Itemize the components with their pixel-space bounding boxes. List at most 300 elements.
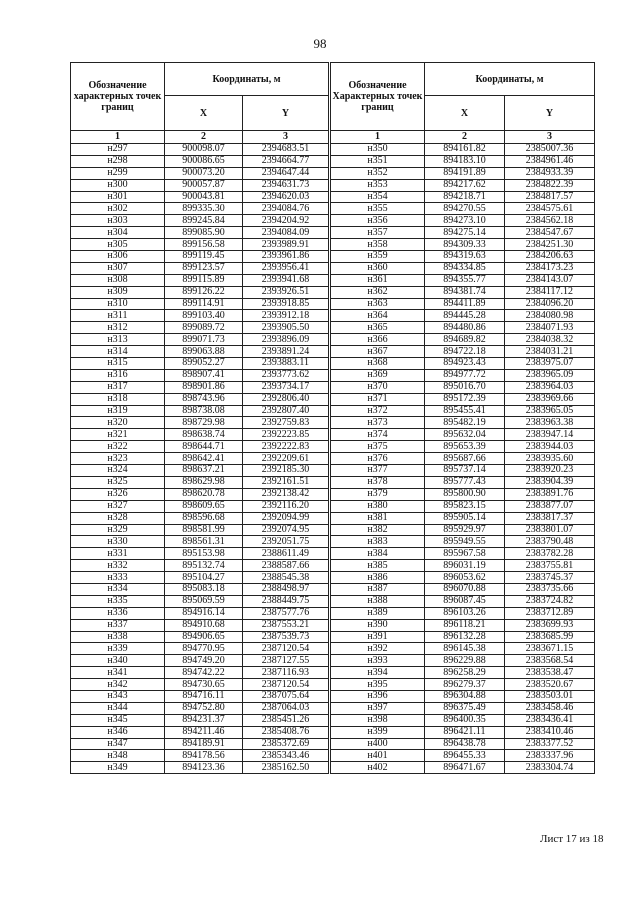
x-coordinate: 896103.26 <box>425 607 505 619</box>
table-row <box>331 476 595 488</box>
column-number: 2 <box>425 131 505 144</box>
table-row <box>331 619 595 631</box>
table-row <box>71 726 329 738</box>
y-coordinate: 2388545.38 <box>243 572 329 584</box>
table-row <box>71 381 329 393</box>
table-row <box>71 619 329 631</box>
point-id: н341 <box>71 667 165 679</box>
point-id: н332 <box>71 560 165 572</box>
y-coordinate: 2392051.75 <box>243 536 329 548</box>
x-coordinate: 898638.74 <box>165 429 243 441</box>
point-id: н397 <box>331 702 425 714</box>
point-id: н303 <box>71 215 165 227</box>
y-coordinate: 2392759.83 <box>243 417 329 429</box>
table-row <box>71 738 329 750</box>
x-coordinate: 898637.21 <box>165 465 243 477</box>
point-id: н399 <box>331 726 425 738</box>
x-coordinate: 896087.45 <box>425 595 505 607</box>
x-coordinate: 894381.74 <box>425 286 505 298</box>
point-id: н386 <box>331 572 425 584</box>
x-coordinate: 898901.86 <box>165 381 243 393</box>
table-row <box>331 631 595 643</box>
x-coordinate: 896471.67 <box>425 762 505 774</box>
y-coordinate: 2388449.75 <box>243 595 329 607</box>
point-id: н330 <box>71 536 165 548</box>
y-coordinate: 2394664.77 <box>243 155 329 167</box>
y-coordinate: 2392116.20 <box>243 500 329 512</box>
y-coordinate: 2393918.85 <box>243 298 329 310</box>
y-coordinate: 2383745.37 <box>505 572 595 584</box>
x-coordinate: 895455.41 <box>425 405 505 417</box>
y-coordinate: 2385162.50 <box>243 762 329 774</box>
y-coordinate: 2383891.76 <box>505 488 595 500</box>
x-coordinate: 895482.19 <box>425 417 505 429</box>
point-id: н300 <box>71 179 165 191</box>
table-row <box>71 346 329 358</box>
point-id: н369 <box>331 369 425 381</box>
table-body-left <box>71 144 329 774</box>
y-coordinate: 2392806.40 <box>243 393 329 405</box>
x-coordinate: 894742.22 <box>165 667 243 679</box>
point-id: н378 <box>331 476 425 488</box>
point-id: н349 <box>71 762 165 774</box>
table-row <box>71 358 329 370</box>
x-coordinate: 894916.14 <box>165 607 243 619</box>
point-id: н302 <box>71 203 165 215</box>
point-id: н370 <box>331 381 425 393</box>
x-coordinate: 894910.68 <box>165 619 243 631</box>
point-id: н353 <box>331 179 425 191</box>
x-coordinate: 894218.71 <box>425 191 505 203</box>
x-coordinate: 896229.88 <box>425 655 505 667</box>
x-coordinate: 899335.30 <box>165 203 243 215</box>
table-row <box>71 607 329 619</box>
point-id: н321 <box>71 429 165 441</box>
point-id: н314 <box>71 346 165 358</box>
x-coordinate: 895653.39 <box>425 441 505 453</box>
x-coordinate: 894722.18 <box>425 346 505 358</box>
y-coordinate: 2384071.93 <box>505 322 595 334</box>
point-id: н368 <box>331 358 425 370</box>
table-row <box>331 690 595 702</box>
y-coordinate: 2387075.64 <box>243 690 329 702</box>
x-coordinate: 895153.98 <box>165 548 243 560</box>
table-row <box>331 429 595 441</box>
y-coordinate: 2393956.41 <box>243 262 329 274</box>
x-coordinate: 894752.80 <box>165 702 243 714</box>
y-coordinate: 2394204.92 <box>243 215 329 227</box>
table-row <box>331 488 595 500</box>
x-coordinate: 899119.45 <box>165 251 243 263</box>
x-coordinate: 894191.89 <box>425 167 505 179</box>
table-row <box>71 453 329 465</box>
point-id: н350 <box>331 144 425 156</box>
y-coordinate: 2383965.09 <box>505 369 595 381</box>
point-id: н325 <box>71 476 165 488</box>
table-row <box>71 595 329 607</box>
y-coordinate: 2384562.18 <box>505 215 595 227</box>
point-id: н320 <box>71 417 165 429</box>
y-coordinate: 2393734.17 <box>243 381 329 393</box>
table-row <box>331 381 595 393</box>
x-coordinate: 899052.27 <box>165 358 243 370</box>
y-coordinate: 2388611.49 <box>243 548 329 560</box>
x-coordinate: 898738.08 <box>165 405 243 417</box>
x-coordinate: 895632.04 <box>425 429 505 441</box>
x-coordinate: 896279.37 <box>425 679 505 691</box>
y-coordinate: 2385408.76 <box>243 726 329 738</box>
table-row <box>71 750 329 762</box>
y-coordinate: 2383944.03 <box>505 441 595 453</box>
point-id: н394 <box>331 667 425 679</box>
point-id: н374 <box>331 429 425 441</box>
point-id: н306 <box>71 251 165 263</box>
table-row <box>71 155 329 167</box>
table-row <box>331 500 595 512</box>
point-id: н385 <box>331 560 425 572</box>
x-coordinate: 894689.82 <box>425 334 505 346</box>
y-coordinate: 2392807.40 <box>243 405 329 417</box>
table-row <box>331 286 595 298</box>
y-header: Y <box>505 96 595 131</box>
y-coordinate: 2384038.32 <box>505 334 595 346</box>
y-coordinate: 2387116.93 <box>243 667 329 679</box>
y-coordinate: 2387127.55 <box>243 655 329 667</box>
y-coordinate: 2392161.51 <box>243 476 329 488</box>
table-row <box>71 702 329 714</box>
x-coordinate: 898596.68 <box>165 512 243 524</box>
x-coordinate: 899156.58 <box>165 239 243 251</box>
point-id: н377 <box>331 465 425 477</box>
table-row <box>71 429 329 441</box>
x-coordinate: 894770.95 <box>165 643 243 655</box>
point-id: н305 <box>71 239 165 251</box>
point-id: н304 <box>71 227 165 239</box>
y-coordinate: 2383458.46 <box>505 702 595 714</box>
x-coordinate: 894906.65 <box>165 631 243 643</box>
column-number: 3 <box>505 131 595 144</box>
table-row <box>71 179 329 191</box>
point-id: н380 <box>331 500 425 512</box>
x-coordinate: 899089.72 <box>165 322 243 334</box>
point-id: н389 <box>331 607 425 619</box>
x-coordinate: 899103.40 <box>165 310 243 322</box>
point-id: н390 <box>331 619 425 631</box>
y-coordinate: 2393989.91 <box>243 239 329 251</box>
x-coordinate: 898729.98 <box>165 417 243 429</box>
x-coordinate: 895069.59 <box>165 595 243 607</box>
designation-header: Обозначение характерных точек границ <box>71 63 165 131</box>
x-coordinate: 895016.70 <box>425 381 505 393</box>
point-id: н379 <box>331 488 425 500</box>
point-id: н344 <box>71 702 165 714</box>
x-coordinate: 899085.90 <box>165 227 243 239</box>
x-coordinate: 900073.20 <box>165 167 243 179</box>
table-row <box>71 405 329 417</box>
y-coordinate: 2383790.48 <box>505 536 595 548</box>
point-id: н401 <box>331 750 425 762</box>
x-coordinate: 894123.36 <box>165 762 243 774</box>
y-coordinate: 2383920.23 <box>505 465 595 477</box>
table-row <box>331 465 595 477</box>
point-id: н396 <box>331 690 425 702</box>
y-coordinate: 2392185.30 <box>243 465 329 477</box>
y-coordinate: 2393883.11 <box>243 358 329 370</box>
x-coordinate: 896053.62 <box>425 572 505 584</box>
x-coordinate: 896031.19 <box>425 560 505 572</box>
table-row <box>331 215 595 227</box>
point-id: н347 <box>71 738 165 750</box>
x-coordinate: 894977.72 <box>425 369 505 381</box>
column-number: 3 <box>243 131 329 144</box>
point-id: н382 <box>331 524 425 536</box>
point-id: н400 <box>331 738 425 750</box>
y-coordinate: 2393912.18 <box>243 310 329 322</box>
table-row <box>331 203 595 215</box>
x-coordinate: 894749.20 <box>165 655 243 667</box>
table-row <box>331 358 595 370</box>
table-row <box>71 560 329 572</box>
point-id: н323 <box>71 453 165 465</box>
table-row <box>331 167 595 179</box>
table-row <box>71 286 329 298</box>
table-row <box>331 346 595 358</box>
point-id: н363 <box>331 298 425 310</box>
x-coordinate: 898609.65 <box>165 500 243 512</box>
column-number: 1 <box>71 131 165 144</box>
point-id: н333 <box>71 572 165 584</box>
y-coordinate: 2387577.76 <box>243 607 329 619</box>
sheet-footer: Лист 17 из 18 <box>540 833 604 845</box>
x-coordinate: 899063.88 <box>165 346 243 358</box>
y-coordinate: 2384206.63 <box>505 251 595 263</box>
table-row <box>331 453 595 465</box>
x-coordinate: 898581.99 <box>165 524 243 536</box>
table-row <box>71 369 329 381</box>
point-id: н357 <box>331 227 425 239</box>
x-coordinate: 899126.22 <box>165 286 243 298</box>
table-row <box>331 536 595 548</box>
y-coordinate: 2394683.51 <box>243 144 329 156</box>
table-row <box>331 227 595 239</box>
x-coordinate: 894480.86 <box>425 322 505 334</box>
point-id: н307 <box>71 262 165 274</box>
y-coordinate: 2394631.73 <box>243 179 329 191</box>
y-coordinate: 2383801.07 <box>505 524 595 536</box>
point-id: н356 <box>331 215 425 227</box>
table-row <box>71 488 329 500</box>
y-coordinate: 2394647.44 <box>243 167 329 179</box>
point-id: н322 <box>71 441 165 453</box>
table-row <box>331 298 595 310</box>
y-coordinate: 2383538.47 <box>505 667 595 679</box>
point-id: н358 <box>331 239 425 251</box>
x-coordinate: 894334.85 <box>425 262 505 274</box>
point-id: н334 <box>71 583 165 595</box>
y-coordinate: 2392209.61 <box>243 453 329 465</box>
point-id: н371 <box>331 393 425 405</box>
point-id: н362 <box>331 286 425 298</box>
table-row <box>331 560 595 572</box>
point-id: н324 <box>71 465 165 477</box>
x-coordinate: 896400.35 <box>425 714 505 726</box>
point-id: н345 <box>71 714 165 726</box>
y-coordinate: 2383699.93 <box>505 619 595 631</box>
table-row <box>331 441 595 453</box>
x-coordinate: 898620.78 <box>165 488 243 500</box>
table-row <box>331 179 595 191</box>
y-coordinate: 2383782.28 <box>505 548 595 560</box>
x-coordinate: 895737.14 <box>425 465 505 477</box>
table-row <box>331 334 595 346</box>
table-row <box>71 679 329 691</box>
table-row <box>331 762 595 774</box>
y-coordinate: 2383965.05 <box>505 405 595 417</box>
table-row <box>71 203 329 215</box>
table-row <box>331 155 595 167</box>
table-row <box>331 702 595 714</box>
x-coordinate: 900057.87 <box>165 179 243 191</box>
coordinates-table-left <box>70 62 329 774</box>
y-coordinate: 2383568.54 <box>505 655 595 667</box>
table-row <box>71 191 329 203</box>
point-id: н372 <box>331 405 425 417</box>
table-row <box>331 310 595 322</box>
y-coordinate: 2384173.23 <box>505 262 595 274</box>
y-coordinate: 2383436.41 <box>505 714 595 726</box>
y-coordinate: 2394620.03 <box>243 191 329 203</box>
point-id: н297 <box>71 144 165 156</box>
y-coordinate: 2384547.67 <box>505 227 595 239</box>
y-coordinate: 2383963.38 <box>505 417 595 429</box>
y-header: Y <box>243 96 329 131</box>
point-id: н395 <box>331 679 425 691</box>
y-coordinate: 2385343.46 <box>243 750 329 762</box>
point-id: н359 <box>331 251 425 263</box>
x-coordinate: 895687.66 <box>425 453 505 465</box>
y-coordinate: 2387064.03 <box>243 702 329 714</box>
table-row <box>71 714 329 726</box>
table-row <box>71 583 329 595</box>
y-coordinate: 2387120.54 <box>243 679 329 691</box>
y-coordinate: 2384822.39 <box>505 179 595 191</box>
y-coordinate: 2384817.57 <box>505 191 595 203</box>
y-coordinate: 2383904.39 <box>505 476 595 488</box>
y-coordinate: 2387539.73 <box>243 631 329 643</box>
point-id: н392 <box>331 643 425 655</box>
point-id: н335 <box>71 595 165 607</box>
point-id: н339 <box>71 643 165 655</box>
point-id: н317 <box>71 381 165 393</box>
x-coordinate: 894411.89 <box>425 298 505 310</box>
point-id: н337 <box>71 619 165 631</box>
point-id: н338 <box>71 631 165 643</box>
table-row <box>331 274 595 286</box>
y-coordinate: 2383755.81 <box>505 560 595 572</box>
x-coordinate: 895967.58 <box>425 548 505 560</box>
table-row <box>331 572 595 584</box>
point-id: н364 <box>331 310 425 322</box>
point-id: н336 <box>71 607 165 619</box>
x-coordinate: 894211.46 <box>165 726 243 738</box>
x-coordinate: 894270.55 <box>425 203 505 215</box>
point-id: н383 <box>331 536 425 548</box>
point-id: н326 <box>71 488 165 500</box>
x-coordinate: 895104.27 <box>165 572 243 584</box>
x-coordinate: 896070.88 <box>425 583 505 595</box>
table-row <box>71 441 329 453</box>
table-row <box>331 655 595 667</box>
table-row <box>331 583 595 595</box>
x-coordinate: 899071.73 <box>165 334 243 346</box>
table-row <box>71 667 329 679</box>
x-coordinate: 894730.65 <box>165 679 243 691</box>
x-coordinate: 894923.43 <box>425 358 505 370</box>
x-coordinate: 894275.14 <box>425 227 505 239</box>
point-id: н311 <box>71 310 165 322</box>
x-coordinate: 896304.88 <box>425 690 505 702</box>
point-id: н393 <box>331 655 425 667</box>
table-row <box>71 762 329 774</box>
y-coordinate: 2384933.39 <box>505 167 595 179</box>
x-coordinate: 894161.82 <box>425 144 505 156</box>
point-id: н388 <box>331 595 425 607</box>
point-id: н398 <box>331 714 425 726</box>
x-coordinate: 894319.63 <box>425 251 505 263</box>
y-coordinate: 2383503.01 <box>505 690 595 702</box>
x-coordinate: 894355.77 <box>425 274 505 286</box>
point-id: н312 <box>71 322 165 334</box>
point-id: н360 <box>331 262 425 274</box>
x-coordinate: 896258.29 <box>425 667 505 679</box>
table-row <box>71 690 329 702</box>
x-coordinate: 894273.10 <box>425 215 505 227</box>
column-number: 1 <box>331 131 425 144</box>
y-coordinate: 2387120.54 <box>243 643 329 655</box>
y-coordinate: 2384117.12 <box>505 286 595 298</box>
table-row <box>71 512 329 524</box>
table-row <box>331 643 595 655</box>
x-coordinate: 900043.81 <box>165 191 243 203</box>
x-coordinate: 895172.39 <box>425 393 505 405</box>
y-coordinate: 2392138.42 <box>243 488 329 500</box>
y-coordinate: 2383685.99 <box>505 631 595 643</box>
y-coordinate: 2393905.50 <box>243 322 329 334</box>
y-coordinate: 2384143.07 <box>505 274 595 286</box>
table-row <box>71 476 329 488</box>
y-coordinate: 2394084.09 <box>243 227 329 239</box>
y-coordinate: 2387553.21 <box>243 619 329 631</box>
point-id: н387 <box>331 583 425 595</box>
table-row <box>331 726 595 738</box>
table-row <box>331 393 595 405</box>
x-coordinate: 894189.91 <box>165 738 243 750</box>
x-coordinate: 895132.74 <box>165 560 243 572</box>
point-id: н315 <box>71 358 165 370</box>
table-row <box>71 631 329 643</box>
y-coordinate: 2393926.51 <box>243 286 329 298</box>
point-id: н329 <box>71 524 165 536</box>
y-coordinate: 2383304.74 <box>505 762 595 774</box>
coordinates-header: Координаты, м <box>165 63 329 96</box>
table-row <box>71 465 329 477</box>
point-id: н301 <box>71 191 165 203</box>
point-id: н343 <box>71 690 165 702</box>
x-coordinate: 899123.57 <box>165 262 243 274</box>
x-coordinate: 895083.18 <box>165 583 243 595</box>
table-row <box>331 417 595 429</box>
x-coordinate: 895800.90 <box>425 488 505 500</box>
